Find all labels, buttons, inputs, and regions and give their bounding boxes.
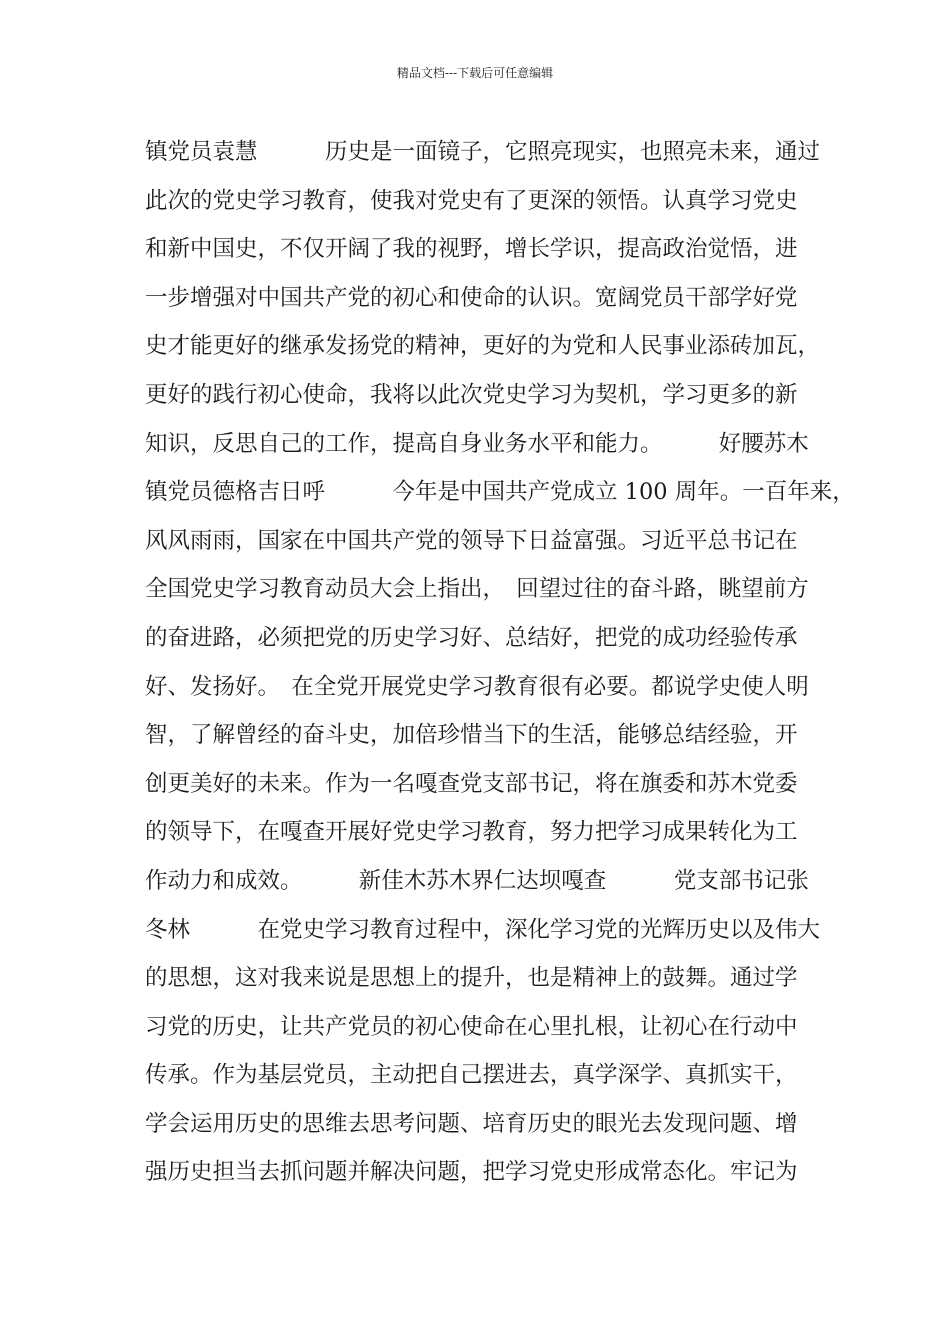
body-line: 传承。作为基层党员，主动把自己摆进去，真学深学、真抓实干， [145,1062,798,1089]
body-line: 史才能更好的继承发扬党的精神，更好的为党和人民事业添砖加瓦， [145,333,821,360]
body-line: 此次的党史学习教育，使我对党史有了更深的领悟。认真学习党史 [145,187,798,214]
body-line: 智，了解曾经的奋斗史，加倍珍惜当下的生活，能够总结经验，开 [145,722,798,749]
body-line: 强历史担当去抓问题并解决问题，把学习党史形成常态化。牢记为 [145,1159,798,1186]
body-line: 镇党员袁慧 历史是一面镜子，它照亮现实，也照亮未来，通过 [145,139,821,165]
body-line: 的奋进路，必须把党的历史学习好、总结好，把党的成功经验传承 [145,624,798,651]
body-line: 更好的践行初心使命，我将以此次党史学习为契机，学习更多的新 [145,381,798,408]
body-line: 和新中国史，不仅开阔了我的视野，增长学识，提高政治觉悟，进 [145,236,798,263]
body-line: 冬林 在党史学习教育过程中，深化学习党的光辉历史以及伟大 [145,916,821,943]
body-line: 镇党员德格吉日呼 今年是中国共产党成立 100 周年。一百年来， [145,479,855,506]
body-line: 风风雨雨，国家在中国共产党的领导下日益富强。习近平总书记在 [145,527,798,554]
document-body [145,133,855,1202]
body-line: 学会运用历史的思维去思考问题、培育历史的眼光去发现问题、增 [145,1110,798,1137]
body-line: 作动力和成效。 新佳木苏木界仁达坝嘎查 党支部书记张 [145,867,809,894]
body-line: 全国党史学习教育动员大会上指出， 回望过往的奋斗路，眺望前方 [145,576,809,603]
body-line: 一步增强对中国共产党的初心和使命的认识。宽阔党员干部学好党 [145,284,798,311]
body-line: 的领导下，在嘎查开展好党史学习教育，努力把学习成果转化为工 [145,819,798,846]
body-line: 知识，反思自己的工作，提高自身业务水平和能力。 好腰苏木 [145,430,809,457]
body-line: 创更美好的未来。作为一名嘎查党支部书记，将在旗委和苏木党委 [145,770,798,797]
body-line: 习党的历史，让共产党员的初心使命在心里扎根，让初心在行动中 [145,1013,798,1040]
body-line: 的思想，这对我来说是思想上的提升，也是精神上的鼓舞。通过学 [145,965,798,992]
page-header: 精品文档---下载后可任意编辑 [396,66,554,80]
body-line: 好、发扬好。 在全党开展党史学习教育很有必要。都说学史使人明 [145,673,809,700]
